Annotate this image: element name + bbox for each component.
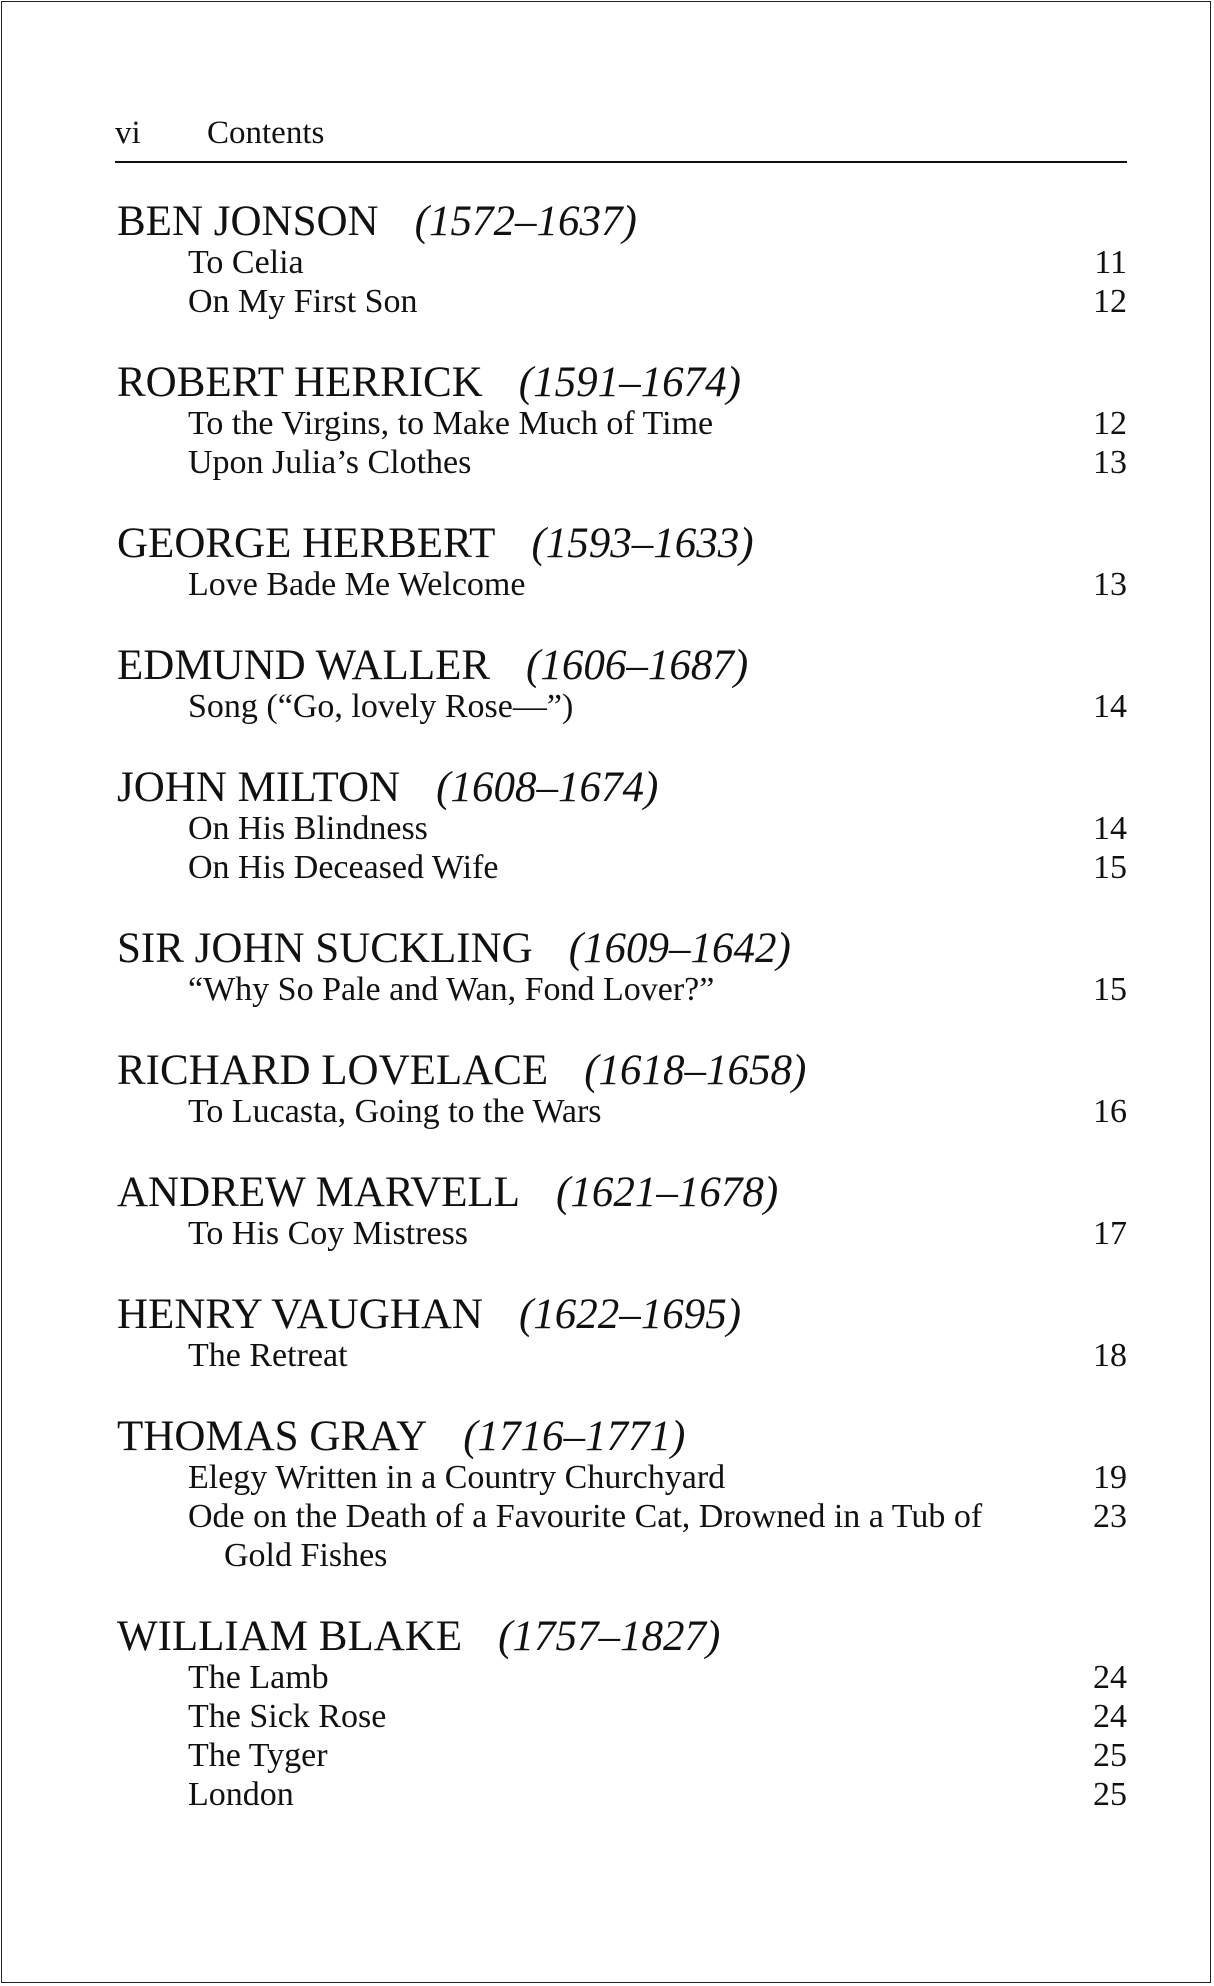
- toc-entry[interactable]: [117, 1658, 1127, 1697]
- toc-author-section: [117, 1047, 1127, 1131]
- author-heading: [117, 359, 1127, 406]
- page-number: 19: [1093, 1459, 1127, 1496]
- author-dates: (1757–1827): [498, 1613, 721, 1660]
- page-number: 23: [1093, 1498, 1127, 1535]
- page-number: 14: [1093, 810, 1127, 847]
- page-number: 16: [1093, 1093, 1127, 1130]
- page-number: 18: [1093, 1337, 1127, 1374]
- poem-title: On His Deceased Wife: [188, 849, 499, 886]
- toc-entry[interactable]: [117, 1214, 1127, 1253]
- page-number: 12: [1093, 405, 1127, 442]
- toc-author-section: [117, 764, 1127, 887]
- page-number: 11: [1094, 244, 1127, 281]
- poem-title: To Lucasta, Going to the Wars: [188, 1093, 602, 1130]
- toc-entry[interactable]: [117, 848, 1127, 887]
- page-number: 13: [1093, 444, 1127, 481]
- header-rule: [115, 161, 1127, 163]
- author-dates: (1608–1674): [436, 764, 659, 811]
- author-heading: [117, 1413, 1127, 1460]
- author-dates: (1716–1771): [463, 1413, 686, 1460]
- toc-entry[interactable]: [117, 809, 1127, 848]
- author-name: EDMUND WALLER: [117, 642, 491, 689]
- page-number: vi: [115, 115, 141, 151]
- poem-title: Song (“Go, lovely Rose—”): [188, 688, 574, 725]
- toc-author-section: [117, 359, 1127, 482]
- poem-title: Ode on the Death of a Favourite Cat, Drowned in a Tub of: [188, 1498, 983, 1535]
- author-dates: (1591–1674): [518, 359, 741, 406]
- author-heading: [117, 925, 1127, 972]
- toc-author-section: [117, 520, 1127, 604]
- poem-title: The Lamb: [188, 1659, 329, 1696]
- author-heading: [117, 1047, 1127, 1094]
- author-name: SIR JOHN SUCKLING: [117, 925, 533, 972]
- running-title: Contents: [207, 115, 325, 151]
- author-name: GEORGE HERBERT: [117, 520, 496, 567]
- table-of-contents: [117, 198, 1127, 1855]
- author-name: HENRY VAUGHAN: [117, 1291, 483, 1338]
- page-number: 14: [1093, 688, 1127, 725]
- poem-title: On My First Son: [188, 283, 418, 320]
- poem-title: To Celia: [188, 244, 304, 281]
- poem-title-continued: Gold Fishes: [224, 1537, 388, 1574]
- author-heading: [117, 198, 1127, 245]
- toc-entry[interactable]: [117, 565, 1127, 604]
- poem-title: Upon Julia’s Clothes: [188, 444, 472, 481]
- toc-entry[interactable]: [117, 1697, 1127, 1736]
- page-number: 15: [1093, 971, 1127, 1008]
- author-name: JOHN MILTON: [117, 764, 401, 811]
- page-number: 24: [1093, 1698, 1127, 1735]
- author-name: RICHARD LOVELACE: [117, 1047, 549, 1094]
- toc-author-section: [117, 642, 1127, 726]
- author-dates: (1606–1687): [526, 642, 749, 689]
- page-number: 25: [1093, 1737, 1127, 1774]
- toc-entry[interactable]: [117, 687, 1127, 726]
- author-dates: (1621–1678): [556, 1169, 779, 1216]
- poem-title: London: [188, 1776, 294, 1813]
- poem-title: Elegy Written in a Country Churchyard: [188, 1459, 726, 1496]
- author-heading: [117, 642, 1127, 689]
- toc-entry[interactable]: [117, 243, 1127, 282]
- author-dates: (1572–1637): [414, 198, 637, 245]
- author-heading: [117, 764, 1127, 811]
- author-dates: (1609–1642): [568, 925, 791, 972]
- page-number: 25: [1093, 1776, 1127, 1813]
- poem-title: “Why So Pale and Wan, Fond Lover?”: [188, 971, 715, 1008]
- toc-entry[interactable]: [117, 1736, 1127, 1775]
- author-dates: (1618–1658): [584, 1047, 807, 1094]
- running-header: [115, 115, 1127, 161]
- toc-entry[interactable]: [117, 1336, 1127, 1375]
- page-number: 12: [1093, 283, 1127, 320]
- toc-author-section: [117, 1413, 1127, 1575]
- poem-title: On His Blindness: [188, 810, 428, 847]
- toc-entry[interactable]: [117, 1458, 1127, 1497]
- toc-entry[interactable]: [117, 1775, 1127, 1814]
- toc-author-section: [117, 1291, 1127, 1375]
- toc-author-section: [117, 925, 1127, 1009]
- author-dates: (1622–1695): [518, 1291, 742, 1338]
- poem-title: To His Coy Mistress: [188, 1215, 469, 1252]
- toc-entry[interactable]: [117, 970, 1127, 1009]
- author-name: THOMAS GRAY: [117, 1413, 428, 1460]
- author-heading: [117, 1291, 1127, 1338]
- poem-title: The Retreat: [188, 1337, 348, 1374]
- toc-entry[interactable]: [117, 404, 1127, 443]
- poem-title: The Tyger: [188, 1737, 328, 1774]
- toc-entry[interactable]: [117, 1497, 1127, 1575]
- toc-entry[interactable]: [117, 1092, 1127, 1131]
- poem-title: Love Bade Me Welcome: [188, 566, 526, 603]
- page-number: 13: [1093, 566, 1127, 603]
- author-name: BEN JONSON: [117, 198, 379, 245]
- poem-title: To the Virgins, to Make Much of Time: [188, 405, 714, 442]
- page-number: 17: [1093, 1215, 1127, 1252]
- page-number: 15: [1093, 849, 1127, 886]
- author-name: ROBERT HERRICK: [117, 359, 483, 406]
- toc-author-section: [117, 1169, 1127, 1253]
- poem-title: The Sick Rose: [188, 1698, 387, 1735]
- author-heading: [117, 520, 1127, 567]
- author-name: ANDREW MARVELL: [117, 1169, 521, 1216]
- author-heading: [117, 1169, 1127, 1216]
- author-dates: (1593–1633): [531, 520, 754, 567]
- toc-author-section: [117, 1613, 1127, 1814]
- toc-entry[interactable]: [117, 282, 1127, 321]
- author-heading: [117, 1613, 1127, 1660]
- page-number: 24: [1093, 1659, 1127, 1696]
- toc-author-section: [117, 198, 1127, 321]
- toc-entry[interactable]: [117, 443, 1127, 482]
- author-name: WILLIAM BLAKE: [117, 1613, 463, 1660]
